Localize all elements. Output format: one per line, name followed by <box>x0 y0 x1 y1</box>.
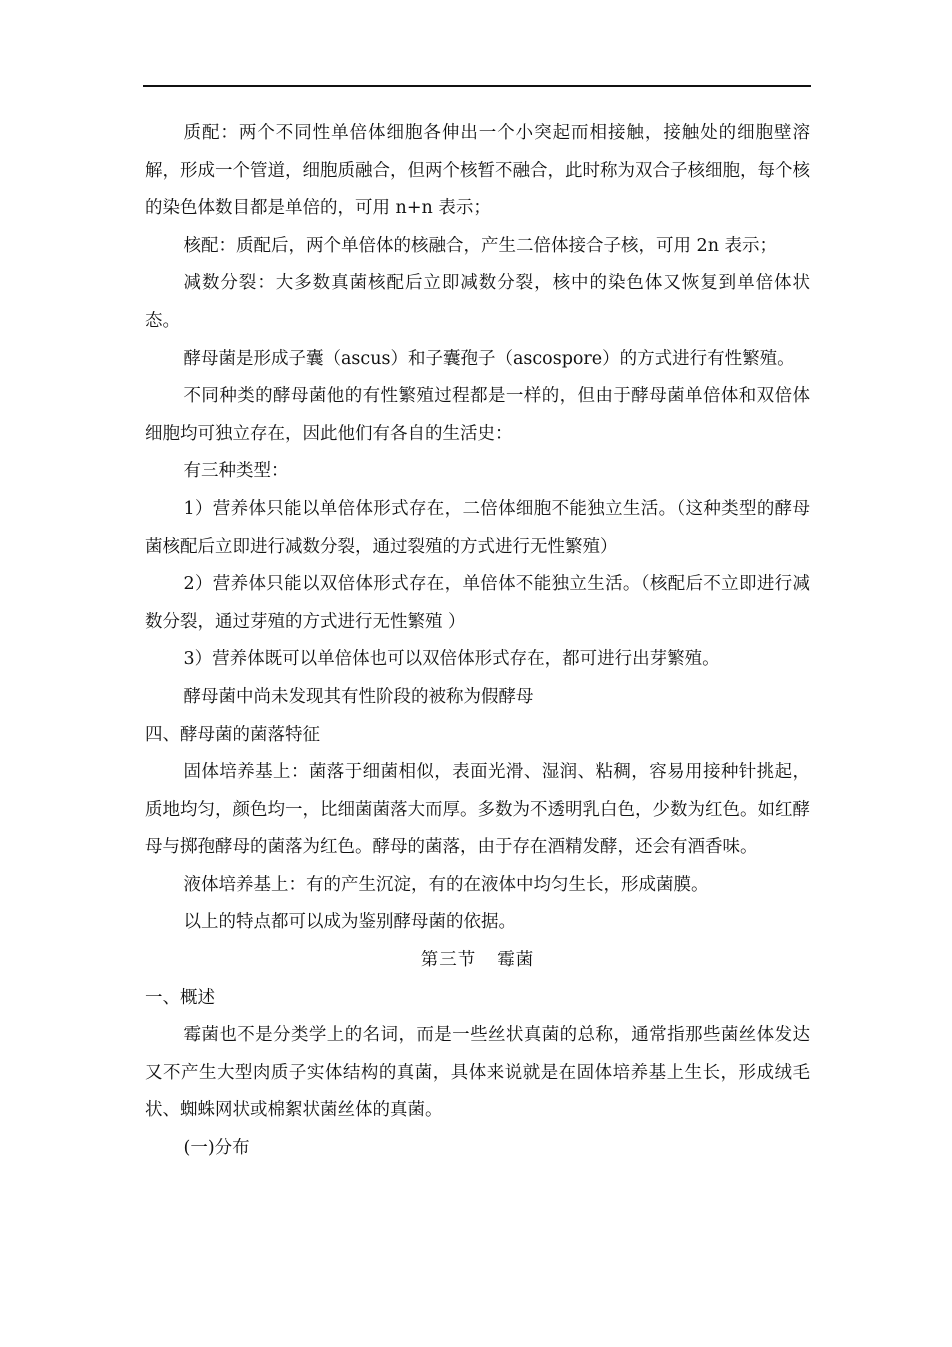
paragraph-identification: 以上的特点都可以成为鉴别酵母菌的依据。 <box>183 912 516 933</box>
paragraph-meiosis: 减数分裂：大多数真菌核配后立即减数分裂，核中的染色体又恢复到单倍体状态。 <box>145 273 810 331</box>
list-item-type-1: 1）营养体只能以单倍体形式存在，二倍体细胞不能独立生活。（这种类型的酵母菌核配后立即进行减数分裂，通过裂殖的方式进行无性繁殖） <box>145 498 810 557</box>
section-heading <box>145 942 810 980</box>
paragraph-plasmogamy: 质配：两个不同性单倍体细胞各伸出一个小突起而相接触，接触处的细胞壁溶解，形成一个管道，细胞质融合，但两个核暂不融合，此时称为双合子核细胞，每个核的染色体数目都是单倍的，可用 n+n 表示； <box>145 123 810 219</box>
heading-overview: 一、概述 <box>145 987 215 1008</box>
subheading-distribution: (一)分布 <box>183 1138 250 1159</box>
paragraph-mold-definition: 霉菌也不是分类学上的名词，而是一些丝状真菌的总称，通常指那些菌丝体发达又不产生大型肉质子实体结构的真菌，具体来说就是在固体培养基上生长，形成绒毛状、蜘蛛网状或棉絮状菌丝体的真菌。 <box>145 1025 810 1121</box>
paragraph-solid-medium: 固体培养基上：菌落于细菌相似，表面光滑、湿润、粘稠，容易用接种针挑起，质地均匀，颜色均一，比细菌菌落大而厚。多数为不透明乳白色，少数为红色。如红酵母与掷孢酵母的菌落为红色。酵母的菌落，由于存在酒精发酵，还会有酒香味。 <box>145 762 810 858</box>
section-heading-title: 霉菌 <box>497 950 535 971</box>
paragraph-three-types: 有三种类型： <box>183 461 289 482</box>
paragraph-karyogamy: 核配：质配后，两个单倍体的核融合，产生二倍体接合子核，可用 2n 表示； <box>183 235 778 256</box>
header-rule <box>143 85 811 87</box>
document-body <box>145 115 810 1168</box>
heading-colony-features: 四、酵母菌的菌落特征 <box>145 724 320 745</box>
paragraph-ascus: 酵母菌是形成子囊（ascus）和子囊孢子（ascospore）的方式进行有性繁殖。 <box>183 348 795 369</box>
paragraph-liquid-medium: 液体培养基上：有的产生沉淀，有的在液体中均匀生长，形成菌膜。 <box>183 874 709 895</box>
paragraph-pseudo-yeast: 酵母菌中尚未发现其有性阶段的被称为假酵母 <box>183 686 534 707</box>
list-item-type-3: 3）营养体既可以单倍体也可以双倍体形式存在，都可进行出芽繁殖。 <box>183 649 720 670</box>
paragraph-life-history: 不同种类的酵母菌他的有性繁殖过程都是一样的，但由于酵母菌单倍体和双倍体细胞均可独立存在，因此他们有各自的生活史： <box>145 386 810 444</box>
section-heading-number: 第三节 <box>420 950 477 971</box>
list-item-type-2: 2）营养体只能以双倍体形式存在，单倍体不能独立生活。（核配后不立即进行减数分裂，通过芽殖的方式进行无性繁殖 ） <box>145 574 810 632</box>
